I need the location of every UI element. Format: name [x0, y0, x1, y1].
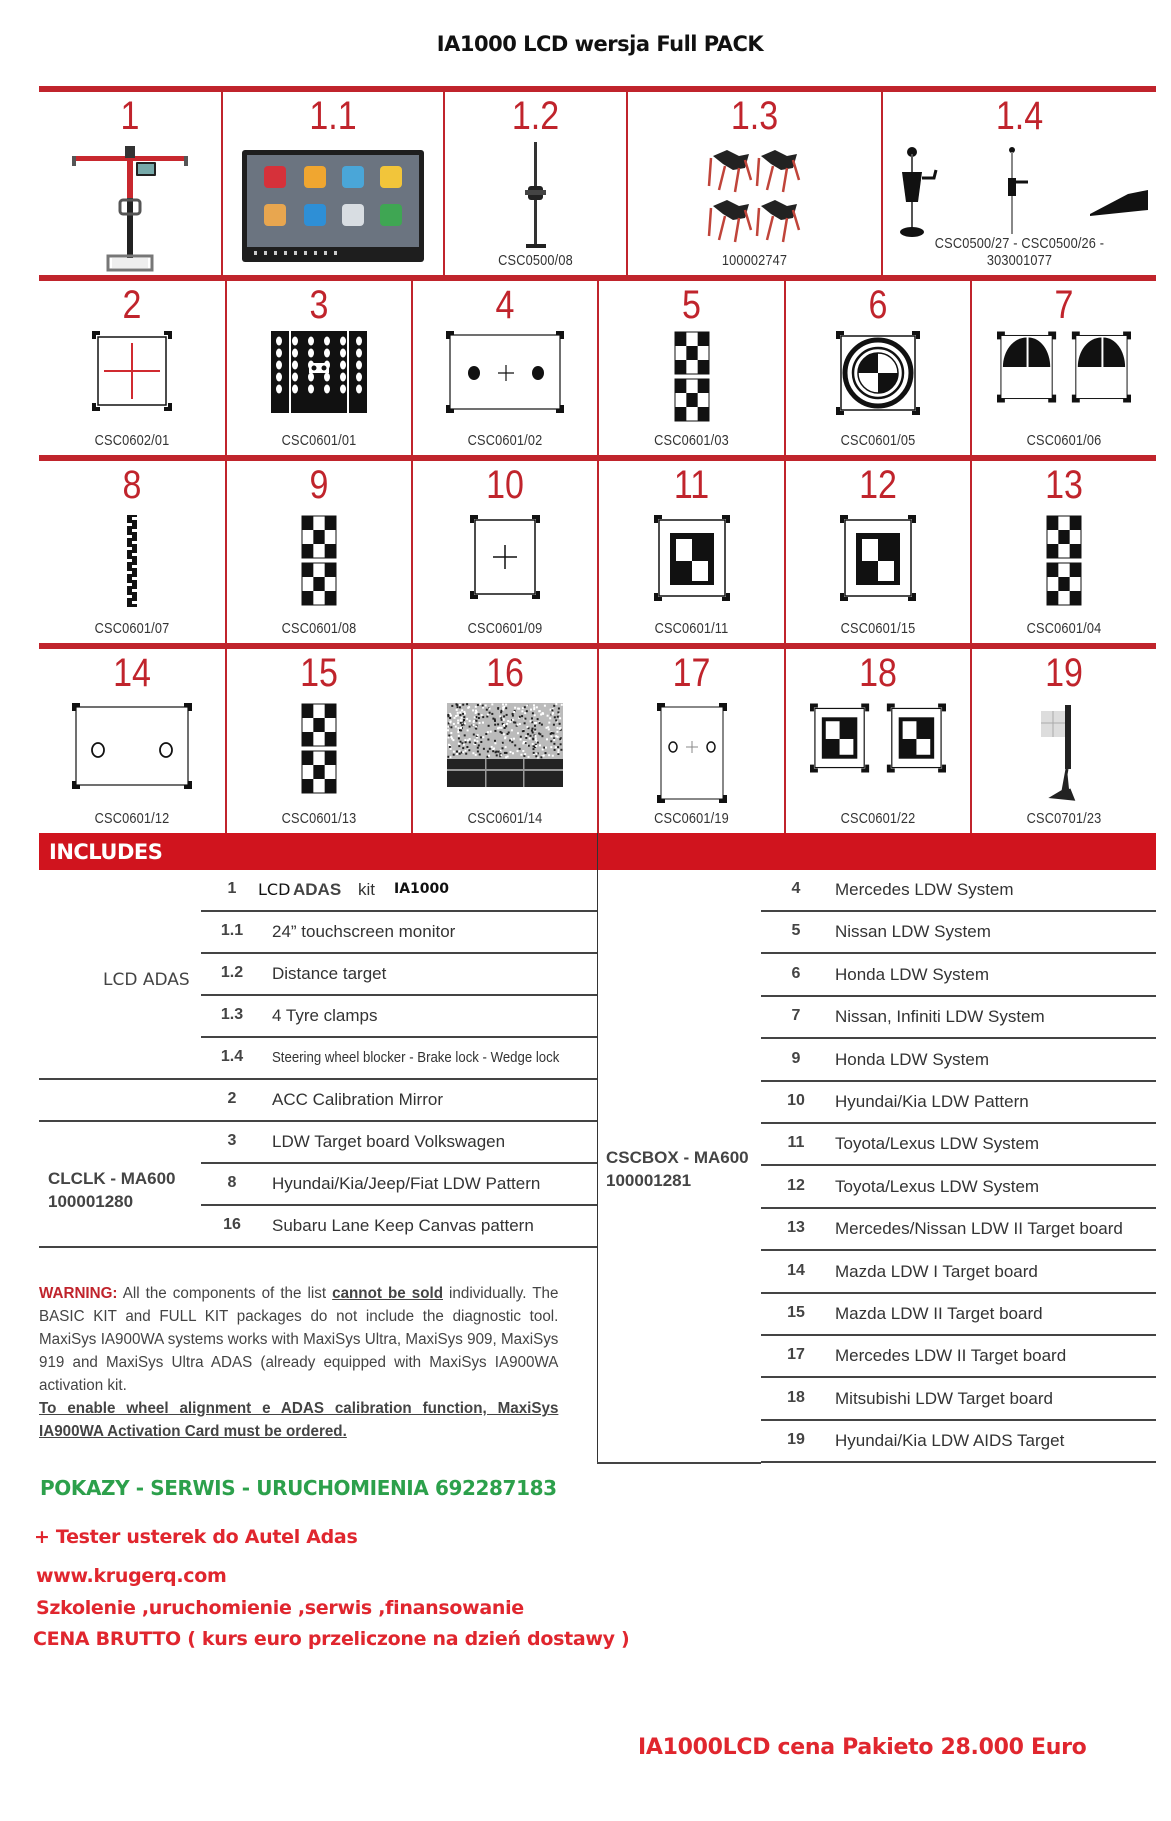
group-label-lcd-adas: LCD ADAS	[103, 970, 190, 990]
half-circle-boards-icon	[997, 331, 1131, 408]
item-number: 17	[672, 651, 711, 695]
steering-brake-wedge-lock-icon	[890, 144, 1150, 244]
row-number: 1.4	[220, 1048, 244, 1065]
distance-target-icon	[516, 140, 556, 250]
row-text: Toyota/Lexus LDW System	[835, 1134, 1040, 1154]
item-number: 4	[495, 283, 515, 327]
product-cell-7	[972, 281, 1156, 455]
promo-tester: + Tester usterek do Autel Adas	[34, 1526, 358, 1548]
row-number: 18	[787, 1388, 805, 1406]
item-number: 13	[1045, 463, 1083, 507]
row-number: 7	[791, 1007, 801, 1025]
table-row	[39, 1038, 597, 1080]
checker-double-board-icon	[301, 703, 337, 800]
table-row	[201, 954, 597, 996]
table-row	[761, 1294, 1156, 1336]
row-number: 16	[223, 1216, 241, 1233]
row-text: Distance target	[272, 964, 387, 983]
row-text: Hyundai/Kia/Jeep/Fiat LDW Pattern	[272, 1174, 541, 1193]
row-text: Hyundai/Kia LDW AIDS Target	[835, 1431, 1065, 1451]
table-row	[761, 1209, 1156, 1251]
group-label-cscbox	[606, 1146, 749, 1192]
product-code: CSC0601/02	[467, 432, 543, 449]
product-cell-18	[786, 649, 970, 833]
product-code: CSC0701/23	[1026, 810, 1102, 827]
item-number: 18	[859, 651, 897, 695]
table-row	[761, 955, 1156, 997]
row-number: 5	[791, 922, 801, 940]
group-label-line: CLCLK - MA600	[48, 1169, 176, 1188]
row-text: 4 Tyre clamps	[272, 1006, 378, 1025]
item-number: 12	[859, 463, 897, 507]
touchscreen-monitor-icon	[242, 150, 424, 262]
warning-notice	[39, 1282, 558, 1443]
row-text: Subaru Lane Keep Canvas pattern	[272, 1216, 534, 1235]
column-divider	[597, 833, 598, 1463]
row-text: Mitsubishi LDW Target board	[835, 1388, 1053, 1408]
circle-quadrant-board-icon	[836, 331, 920, 420]
item-number: 1	[120, 94, 140, 138]
product-cell-16	[413, 649, 597, 833]
row-number: 10	[787, 1092, 805, 1109]
group-label-code: 100001281	[606, 1171, 692, 1190]
table-row	[761, 1167, 1156, 1209]
row-number: 13	[787, 1219, 805, 1237]
item-number: 19	[1045, 651, 1083, 695]
table-row	[761, 1252, 1156, 1294]
row-number: 2	[227, 1090, 237, 1107]
product-code: CSC0601/11	[654, 620, 729, 637]
table-row	[761, 1421, 1156, 1463]
table-row	[761, 1336, 1156, 1378]
table-row	[201, 912, 597, 954]
product-code: CSC0601/07	[94, 620, 170, 637]
red-cross-mirror-icon	[92, 331, 172, 416]
item-number: 16	[486, 651, 524, 695]
table-row	[761, 1379, 1156, 1421]
product-cell-2	[39, 281, 225, 455]
product-code: CSC0500/27 - CSC0500/26 - 303001077	[934, 235, 1105, 269]
table-row	[761, 870, 1156, 912]
row-text: Honda LDW System	[835, 1049, 989, 1069]
warning-label: WARNING:	[39, 1285, 118, 1302]
row-text: LDW Target board Volkswagen	[272, 1132, 506, 1151]
product-code: CSC0601/14	[467, 810, 543, 827]
square-checker-board-icon	[654, 515, 730, 606]
dot-matrix-board-icon	[271, 331, 367, 418]
twin-square-boards-icon	[810, 703, 946, 778]
row-text: Nissan, Infiniti LDW System	[835, 1007, 1045, 1027]
product-cell-1-3	[628, 92, 881, 275]
group-label-line: CSCBOX - MA600	[606, 1148, 749, 1167]
page-title: IA1000 LCD wersja Full PACK	[436, 32, 764, 56]
table-row	[761, 912, 1156, 954]
item-number: 5	[682, 283, 701, 327]
row-text: Mercedes LDW II Target board	[835, 1346, 1067, 1366]
warning-text: All the components of the list	[117, 1285, 333, 1302]
product-cell-5	[599, 281, 784, 455]
item-number: 1.1	[309, 94, 357, 138]
product-code: CSC0601/03	[654, 432, 729, 449]
product-cell-12	[786, 461, 970, 643]
product-cell-13	[972, 461, 1156, 643]
table-row	[761, 1082, 1156, 1124]
product-cell-4	[413, 281, 597, 455]
product-code: CSC0601/09	[467, 620, 543, 637]
product-code: CSC0601/15	[840, 620, 916, 637]
table-row	[761, 1124, 1156, 1166]
product-code: CSC0601/19	[654, 810, 729, 827]
row-number: 12	[787, 1176, 805, 1194]
item-number: 10	[486, 463, 524, 507]
row-text-adas: ADAS	[293, 880, 342, 899]
item-number: 1.2	[511, 94, 560, 138]
row-number: 8	[227, 1174, 237, 1191]
product-cell-3	[227, 281, 411, 455]
product-cell-11	[599, 461, 784, 643]
product-cell-1-2	[445, 92, 626, 275]
product-code: CSC0500/08	[498, 252, 573, 269]
item-number: 14	[113, 651, 151, 695]
row-number: 6	[791, 964, 801, 982]
row-text-model: IA1000	[394, 881, 450, 897]
warning-text: individually. The BASIC KIT and FULL KIT packages do not include the diagnostic tool. MaxiSys IA900WA systems works with MaxiSys Ultra, MaxiSys 909, MaxiSys 919 and MaxiSys Ultra ADAS (already equipped with MaxiSys IA900WA activation kit.	[39, 1285, 559, 1394]
product-cell-19	[972, 649, 1156, 833]
product-code: CSC0601/06	[1026, 432, 1102, 449]
row-text-kit: kit	[358, 880, 375, 899]
product-cell-10	[413, 461, 597, 643]
table-row	[201, 1122, 597, 1164]
promo-services-phone: POKAZY - SERWIS - URUCHOMIENIA 692287183	[40, 1476, 557, 1500]
group-label-code: 100001280	[48, 1192, 134, 1211]
product-cell-1	[39, 92, 221, 275]
row-number: 3	[227, 1132, 237, 1149]
includes-header: INCLUDES	[49, 840, 163, 864]
square-checker-board-icon	[840, 515, 916, 606]
product-cell-15	[227, 649, 411, 833]
checker-double-board-icon	[301, 515, 337, 612]
table-row	[39, 1206, 597, 1248]
row-text: Toyota/Lexus LDW System	[835, 1176, 1040, 1196]
row-text: ACC Calibration Mirror	[272, 1090, 443, 1109]
item-number: 2	[122, 283, 142, 327]
item-number: 11	[673, 463, 710, 507]
cross-board-icon	[470, 515, 540, 604]
table-row	[201, 996, 597, 1038]
checker-strip-icon	[124, 515, 140, 612]
product-cell-1-4	[883, 92, 1156, 275]
product-code: CSC0601/05	[840, 432, 916, 449]
item-number: 8	[122, 463, 142, 507]
table-row	[761, 997, 1156, 1039]
promo-services: Szkolenie ,uruchomienie ,serwis ,finansowanie	[36, 1597, 524, 1619]
product-code: CSC0601/08	[281, 620, 357, 637]
product-code: 100002747	[721, 252, 788, 269]
product-cell-6	[786, 281, 970, 455]
product-code: CSC0601/01	[281, 432, 357, 449]
product-cell-14	[39, 649, 225, 833]
checker-double-board-icon	[674, 331, 710, 428]
row-number: 17	[787, 1346, 805, 1364]
adas-frame-icon	[70, 144, 190, 274]
product-cell-17	[599, 649, 784, 833]
row-number: 9	[791, 1049, 801, 1067]
warning-emphasis: cannot be sold	[332, 1285, 443, 1302]
two-circles-board-icon	[72, 703, 192, 794]
warning-activation-note: To enable wheel alignment e ADAS calibration function, MaxiSys IA900WA Activation Card must be ordered.	[39, 1400, 559, 1440]
row-text: Mercedes LDW System	[835, 880, 1014, 899]
dots-cross-board-icon	[446, 331, 564, 418]
package-price: IA1000LCD cena Pakieto 28.000 Euro	[638, 1735, 1087, 1760]
product-code: CSC0601/12	[94, 810, 170, 827]
row-number: 4	[791, 880, 801, 897]
table-row	[761, 1040, 1156, 1082]
row-text: Mercedes/Nissan LDW II Target board	[835, 1219, 1123, 1239]
table-row	[39, 1080, 597, 1122]
item-number: 6	[868, 283, 888, 327]
row-text: Honda LDW System	[835, 964, 989, 984]
row-number: 1.2	[220, 964, 244, 981]
table-row	[201, 870, 597, 912]
product-code: CSC0602/01	[94, 432, 170, 449]
table-row	[201, 1164, 597, 1206]
product-code: CSC0601/22	[840, 810, 916, 827]
product-code: CSC0601/13	[281, 810, 357, 827]
row-number: 1.3	[220, 1006, 244, 1023]
row-number: 1	[227, 880, 237, 897]
row-text: Mazda LDW II Target board	[835, 1304, 1043, 1323]
item-number: 15	[300, 651, 338, 695]
checker-double-board-icon	[1046, 515, 1082, 612]
row-number: 11	[787, 1134, 805, 1152]
table-bottom-line	[597, 1462, 761, 1464]
product-cell-8	[39, 461, 225, 643]
tyre-clamps-icon	[705, 146, 805, 246]
row-text: Hyundai/Kia LDW Pattern	[835, 1092, 1029, 1111]
product-cell-1-1	[223, 92, 443, 275]
row-text: Nissan LDW System	[835, 922, 991, 942]
item-number: 7	[1054, 283, 1074, 327]
row-text-lcd: LCD	[258, 880, 291, 899]
product-code: CSC0601/04	[1026, 620, 1102, 637]
promo-price-note: CENA BRUTTO ( kurs euro przeliczone na dzień dostawy )	[33, 1628, 630, 1650]
product-cell-9	[227, 461, 411, 643]
item-number: 3	[309, 283, 329, 327]
item-number: 1.3	[730, 94, 779, 138]
row-number: 15	[787, 1304, 805, 1321]
row-number: 1.1	[220, 922, 244, 939]
row-number: 19	[787, 1431, 805, 1449]
circles-cross-board-icon	[657, 703, 727, 808]
promo-website-link[interactable]: www.krugerq.com	[36, 1565, 227, 1587]
row-text: Steering wheel blocker - Brake lock - Wedge lock	[272, 1049, 560, 1066]
row-text: 24” touchscreen monitor	[272, 922, 456, 941]
item-number: 1.4	[995, 94, 1044, 138]
aids-target-stand-icon	[1039, 703, 1089, 808]
noise-canvas-icon	[447, 703, 563, 792]
row-number: 14	[787, 1261, 805, 1279]
item-number: 9	[309, 463, 329, 507]
row-text: Mazda LDW I Target board	[835, 1261, 1038, 1281]
